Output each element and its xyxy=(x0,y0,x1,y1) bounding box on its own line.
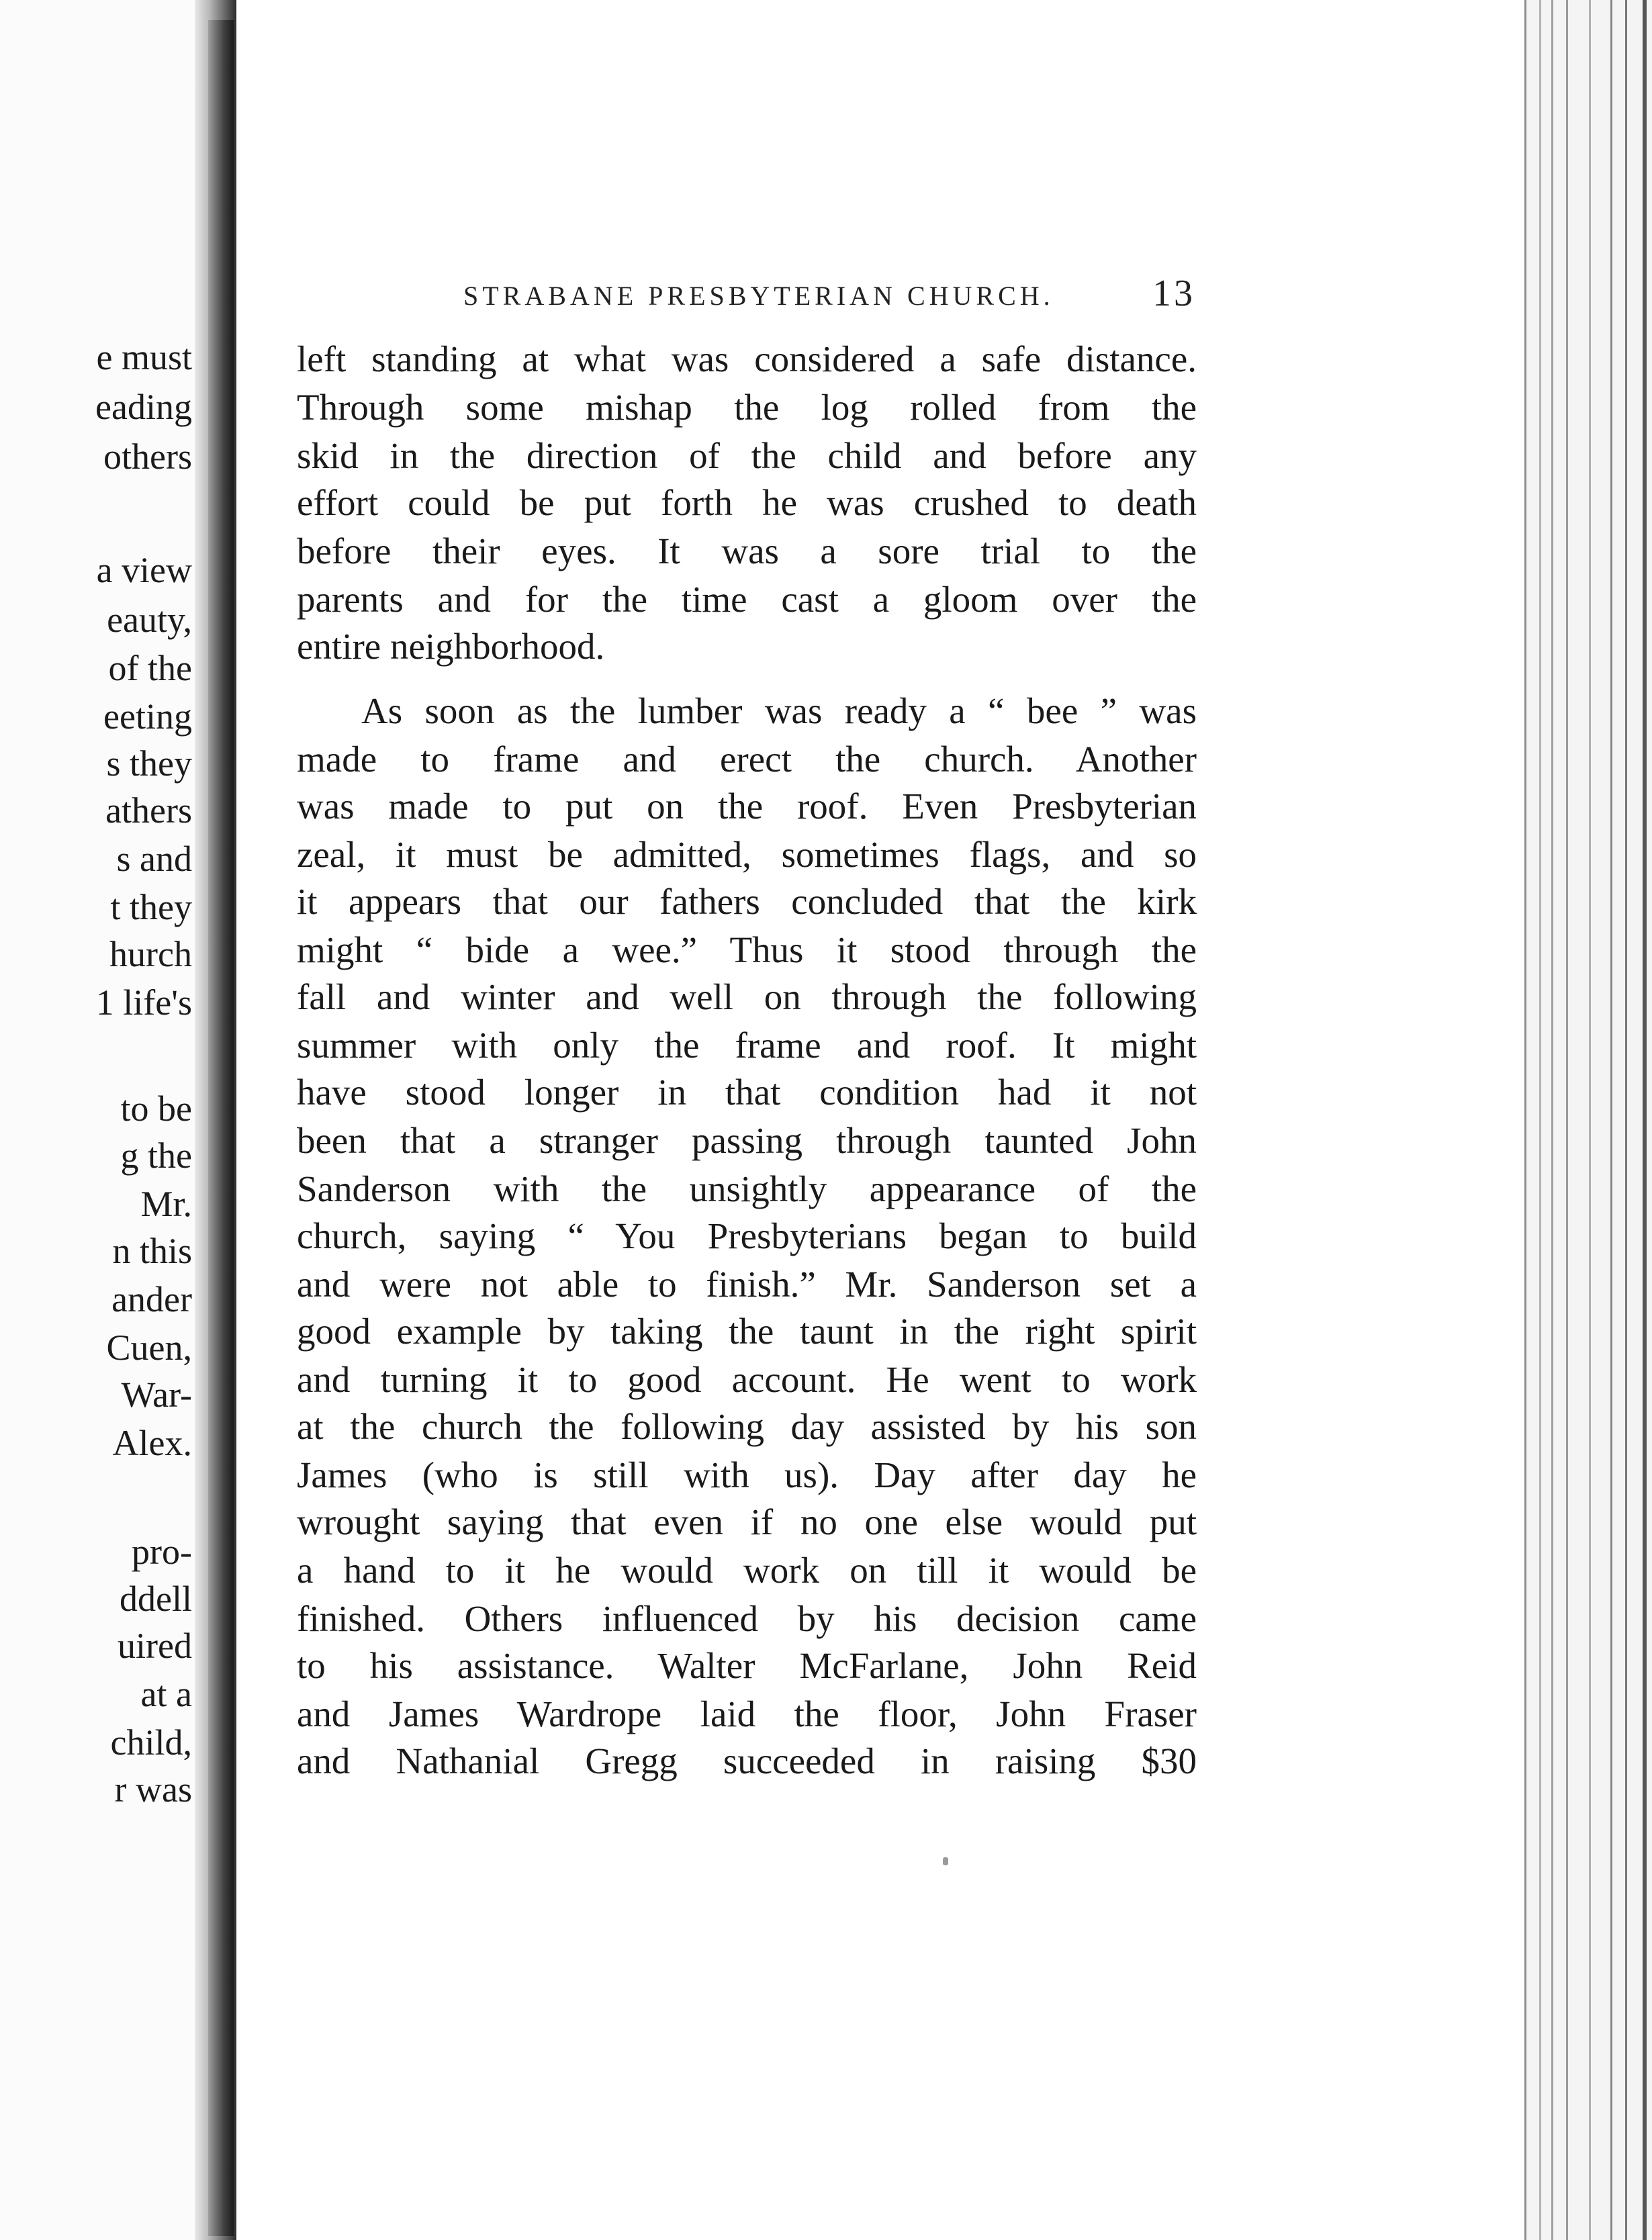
left-line: hurch xyxy=(109,934,192,974)
text-line: fall and winter and well on through the following xyxy=(297,976,1197,1017)
text-line: was made to put on the roof. Even Presbyterian xyxy=(297,786,1197,827)
left-line: others xyxy=(103,436,192,477)
text-line: zeal, it must be admitted, sometimes flags, and so xyxy=(297,834,1197,875)
left-line: ddell xyxy=(120,1579,192,1619)
text-line: and James Wardrope laid the floor, John Fraser xyxy=(297,1693,1197,1734)
left-line: Alex. xyxy=(112,1423,192,1463)
left-line: pro- xyxy=(132,1532,192,1572)
scan-speck xyxy=(943,1857,948,1865)
text-line: before their eyes. It was a sore trial to the xyxy=(297,530,1197,571)
text-line: good example by taking the taunt in the right spirit xyxy=(297,1311,1197,1352)
text-line: at the church the following day assisted by his son xyxy=(297,1406,1197,1447)
left-line: War- xyxy=(121,1374,192,1415)
text-line: As soon as the lumber was ready a “ bee ” was xyxy=(361,690,1197,731)
page-edges xyxy=(1524,0,1652,2240)
text-line: Through some mishap the log rolled from the xyxy=(297,387,1197,428)
running-head xyxy=(295,272,1195,312)
text-line: might “ bide a wee.” Thus it stood through the xyxy=(297,929,1197,970)
text-line: left standing at what was considered a safe distance. xyxy=(297,338,1197,379)
left-line: uired xyxy=(118,1626,192,1666)
left-line: r was xyxy=(114,1769,192,1810)
text-line: finished. Others influenced by his decision came xyxy=(297,1598,1197,1639)
left-line: child, xyxy=(110,1722,192,1763)
left-line: t they xyxy=(110,887,192,927)
text-line: and turning it to good account. He went to work xyxy=(297,1359,1197,1400)
left-page-fragment xyxy=(0,0,195,2240)
text-line: a hand to it he would work on till it would be xyxy=(297,1550,1197,1591)
page-number: 13 xyxy=(1152,273,1195,314)
left-line: of the xyxy=(108,648,192,688)
text-line: and were not able to finish.” Mr. Sanderson set a xyxy=(297,1264,1197,1305)
left-line: at a xyxy=(140,1674,192,1714)
text-line: been that a stranger passing through taunted John xyxy=(297,1120,1197,1161)
left-line: eeting xyxy=(103,696,192,737)
text-line: Sanderson with the unsightly appearance of the xyxy=(297,1168,1197,1209)
left-line: eading xyxy=(95,387,192,427)
left-line: s they xyxy=(106,743,192,784)
text-line: skid in the direction of the child and before any xyxy=(297,435,1197,476)
left-line: a view xyxy=(96,550,192,590)
left-line: to be xyxy=(120,1088,192,1129)
left-line: s and xyxy=(116,839,192,879)
text-line: James (who is still with us). Day after day he xyxy=(297,1454,1197,1495)
left-line: g the xyxy=(120,1135,192,1176)
left-line: ander xyxy=(111,1279,192,1319)
left-line: athers xyxy=(105,790,192,831)
text-line: to his assistance. Walter McFarlane, John Reid xyxy=(297,1645,1197,1686)
text-line: effort could be put forth he was crushed to death xyxy=(297,482,1197,523)
left-line: eauty, xyxy=(107,600,192,640)
left-line: Mr. xyxy=(140,1184,192,1224)
text-line: parents and for the time cast a gloom over the xyxy=(297,579,1197,620)
text-line: and Nathanial Gregg succeeded in raising $30 xyxy=(297,1740,1197,1781)
left-line: n this xyxy=(112,1231,192,1271)
left-line: 1 life's xyxy=(95,982,192,1023)
text-line: it appears that our fathers concluded that the kirk xyxy=(297,881,1197,922)
binding-shadow xyxy=(208,20,234,2236)
text-line: entire neighborhood. xyxy=(297,626,605,667)
text-line: made to frame and erect the church. Another xyxy=(297,739,1197,780)
text-line: have stood longer in that condition had it not xyxy=(297,1072,1197,1113)
left-line: Cuen, xyxy=(106,1327,192,1368)
left-line: e must xyxy=(96,337,192,377)
running-title: STRABANE PRESBYTERIAN CHURCH. xyxy=(463,281,1054,311)
text-line: wrought saying that even if no one else would put xyxy=(297,1501,1197,1542)
text-line: church, saying “ You Presbyterians began to build xyxy=(297,1215,1197,1256)
text-line: summer with only the frame and roof. It might xyxy=(297,1025,1197,1066)
